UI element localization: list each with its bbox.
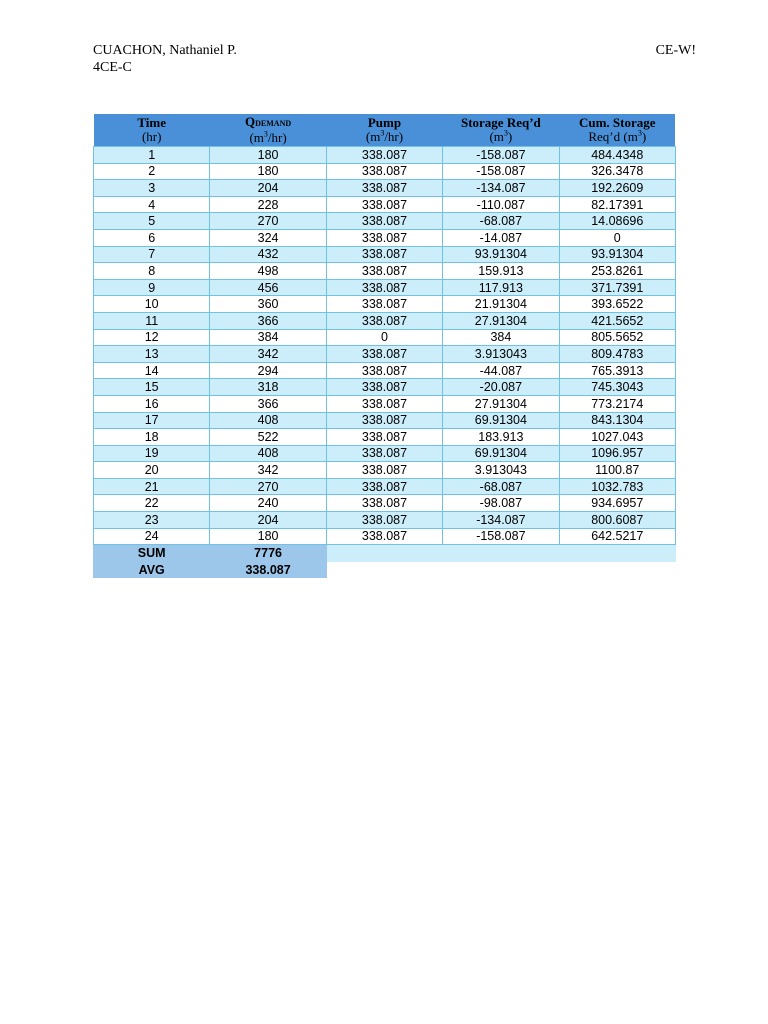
table-cell: 338.087 [326, 196, 442, 213]
table-cell: -20.087 [443, 379, 559, 396]
table-row [94, 395, 676, 412]
table-cell: 204 [210, 180, 326, 197]
table-cell: 342 [210, 462, 326, 479]
table-cell: 522 [210, 429, 326, 446]
table-cell: 69.91304 [443, 412, 559, 429]
table-cell: 1096.957 [559, 445, 675, 462]
table-cell: 14 [94, 362, 210, 379]
table-cell: 15 [94, 379, 210, 396]
avg-value: 338.087 [210, 561, 326, 578]
table-cell: 338.087 [326, 528, 442, 545]
table-row [94, 147, 676, 164]
table-row [94, 478, 676, 495]
table-cell: 159.913 [443, 263, 559, 280]
table-cell: 745.3043 [559, 379, 675, 396]
table-row [94, 296, 676, 313]
table-row [94, 229, 676, 246]
table-cell: 366 [210, 395, 326, 412]
table-row [94, 528, 676, 545]
table-row [94, 279, 676, 296]
table-cell: 338.087 [326, 462, 442, 479]
table-cell: 13 [94, 346, 210, 363]
table-cell: 805.5652 [559, 329, 675, 346]
table-cell: 14.08696 [559, 213, 675, 230]
table-cell: 93.91304 [443, 246, 559, 263]
table-cell: 338.087 [326, 346, 442, 363]
table-cell: 338.087 [326, 495, 442, 512]
table-cell: 809.4783 [559, 346, 675, 363]
table-cell: 5 [94, 213, 210, 230]
avg-label: AVG [94, 561, 210, 578]
table-cell: -44.087 [443, 362, 559, 379]
table-cell: 366 [210, 312, 326, 329]
table-cell: -68.087 [443, 478, 559, 495]
author-name: CUACHON, Nathaniel P. [93, 43, 237, 58]
table-cell: 183.913 [443, 429, 559, 446]
table-cell: 384 [443, 329, 559, 346]
table-cell: 19 [94, 445, 210, 462]
table-cell: 338.087 [326, 163, 442, 180]
table-cell: 2 [94, 163, 210, 180]
table-cell: 338.087 [326, 180, 442, 197]
table-cell: 270 [210, 213, 326, 230]
table-cell: 342 [210, 346, 326, 363]
table-cell: 1027.043 [559, 429, 675, 446]
table-cell: 21 [94, 478, 210, 495]
table-cell: 360 [210, 296, 326, 313]
table-cell: 338.087 [326, 263, 442, 280]
table-cell: 421.5652 [559, 312, 675, 329]
table-cell: 9 [94, 279, 210, 296]
table-cell: 318 [210, 379, 326, 396]
table-cell: 338.087 [326, 312, 442, 329]
table-row [94, 163, 676, 180]
table-cell: 456 [210, 279, 326, 296]
table-cell: 338.087 [326, 362, 442, 379]
table-cell: 6 [94, 229, 210, 246]
table-cell: 192.2609 [559, 180, 675, 197]
table-cell: -14.087 [443, 229, 559, 246]
table-row [94, 312, 676, 329]
table-row [94, 379, 676, 396]
sum-row [94, 545, 676, 562]
table-cell: 0 [326, 329, 442, 346]
table-cell: 408 [210, 412, 326, 429]
table-cell: 338.087 [326, 246, 442, 263]
table-cell: 27.91304 [443, 312, 559, 329]
table-cell: 324 [210, 229, 326, 246]
table-cell: 338.087 [326, 147, 442, 164]
table-cell: 270 [210, 478, 326, 495]
table-cell: 117.913 [443, 279, 559, 296]
table-cell: 1 [94, 147, 210, 164]
table-cell: 0 [559, 229, 675, 246]
table-cell: 22 [94, 495, 210, 512]
column-header-time: Time (hr) [94, 114, 210, 147]
table-cell: 3.913043 [443, 462, 559, 479]
table-cell: 338.087 [326, 478, 442, 495]
table-cell: -98.087 [443, 495, 559, 512]
table-cell: 253.8261 [559, 263, 675, 280]
table-cell: 338.087 [326, 279, 442, 296]
avg-row [94, 561, 676, 578]
table-row [94, 512, 676, 529]
table-cell: 69.91304 [443, 445, 559, 462]
course-code: CE-W! [655, 43, 696, 58]
table-header-row [94, 114, 676, 147]
table-cell: 338.087 [326, 229, 442, 246]
table-cell: 17 [94, 412, 210, 429]
table-cell: 371.7391 [559, 279, 675, 296]
table-cell: 180 [210, 147, 326, 164]
table-cell: 3.913043 [443, 346, 559, 363]
table-cell: 294 [210, 362, 326, 379]
table-cell: 408 [210, 445, 326, 462]
class-section: 4CE-C [93, 60, 132, 75]
table-cell: 16 [94, 395, 210, 412]
table-row [94, 329, 676, 346]
column-header-qdemand: QDEMAND $(m^3/hr)$ [210, 114, 326, 147]
table-cell: 204 [210, 512, 326, 529]
document-header [93, 42, 237, 76]
column-header-pump: Pump $(m^3/hr)$ [326, 114, 442, 147]
table-cell: 338.087 [326, 412, 442, 429]
table-cell: 93.91304 [559, 246, 675, 263]
table-cell: 10 [94, 296, 210, 313]
table-cell: 180 [210, 163, 326, 180]
table-cell: 338.087 [326, 296, 442, 313]
table-cell: 800.6087 [559, 512, 675, 529]
table-row [94, 495, 676, 512]
table-cell: 326.3478 [559, 163, 675, 180]
table-cell: -68.087 [443, 213, 559, 230]
column-header-cum-storage: Cum. Storage Req’d $(m^3)$ [559, 114, 675, 147]
column-header-storage-reqd: Storage Req’d $(m^3)$ [443, 114, 559, 147]
table-cell: 642.5217 [559, 528, 675, 545]
table-cell: 1100.87 [559, 462, 675, 479]
table-cell: 27.91304 [443, 395, 559, 412]
table-cell: 8 [94, 263, 210, 280]
table-cell: 393.6522 [559, 296, 675, 313]
table-cell: -134.087 [443, 180, 559, 197]
table-cell: 384 [210, 329, 326, 346]
table-cell: 843.1304 [559, 412, 675, 429]
table-cell: 338.087 [326, 445, 442, 462]
sum-blank [326, 545, 675, 562]
table-cell: 11 [94, 312, 210, 329]
table-cell: 7 [94, 246, 210, 263]
table-cell: 338.087 [326, 379, 442, 396]
table-cell: 228 [210, 196, 326, 213]
storage-table [93, 114, 676, 578]
table-cell: 23 [94, 512, 210, 529]
table-row [94, 445, 676, 462]
table-cell: 498 [210, 263, 326, 280]
table-cell: 1032.783 [559, 478, 675, 495]
table-row [94, 246, 676, 263]
avg-blank [326, 561, 675, 578]
table-cell: 24 [94, 528, 210, 545]
table-cell: 338.087 [326, 429, 442, 446]
table-cell: 12 [94, 329, 210, 346]
sum-label: SUM [94, 545, 210, 562]
table-cell: -110.087 [443, 196, 559, 213]
table-cell: 180 [210, 528, 326, 545]
table-cell: 4 [94, 196, 210, 213]
table-cell: 934.6957 [559, 495, 675, 512]
table-row [94, 429, 676, 446]
table-cell: -134.087 [443, 512, 559, 529]
table-row [94, 180, 676, 197]
table-cell: 18 [94, 429, 210, 446]
table-row [94, 346, 676, 363]
table-cell: 82.17391 [559, 196, 675, 213]
table-cell: 338.087 [326, 395, 442, 412]
table-cell: 773.2174 [559, 395, 675, 412]
table-row [94, 462, 676, 479]
table-cell: 240 [210, 495, 326, 512]
table-cell: 338.087 [326, 512, 442, 529]
table-row [94, 263, 676, 280]
table-cell: 765.3913 [559, 362, 675, 379]
table-cell: 484.4348 [559, 147, 675, 164]
table-row [94, 412, 676, 429]
sum-value: 7776 [210, 545, 326, 562]
table-cell: 432 [210, 246, 326, 263]
table-row [94, 196, 676, 213]
table-cell: -158.087 [443, 163, 559, 180]
table-cell: 3 [94, 180, 210, 197]
table-row [94, 213, 676, 230]
table-cell: 338.087 [326, 213, 442, 230]
table-cell: -158.087 [443, 528, 559, 545]
table-row [94, 362, 676, 379]
table-cell: 21.91304 [443, 296, 559, 313]
table-cell: 20 [94, 462, 210, 479]
table-cell: -158.087 [443, 147, 559, 164]
